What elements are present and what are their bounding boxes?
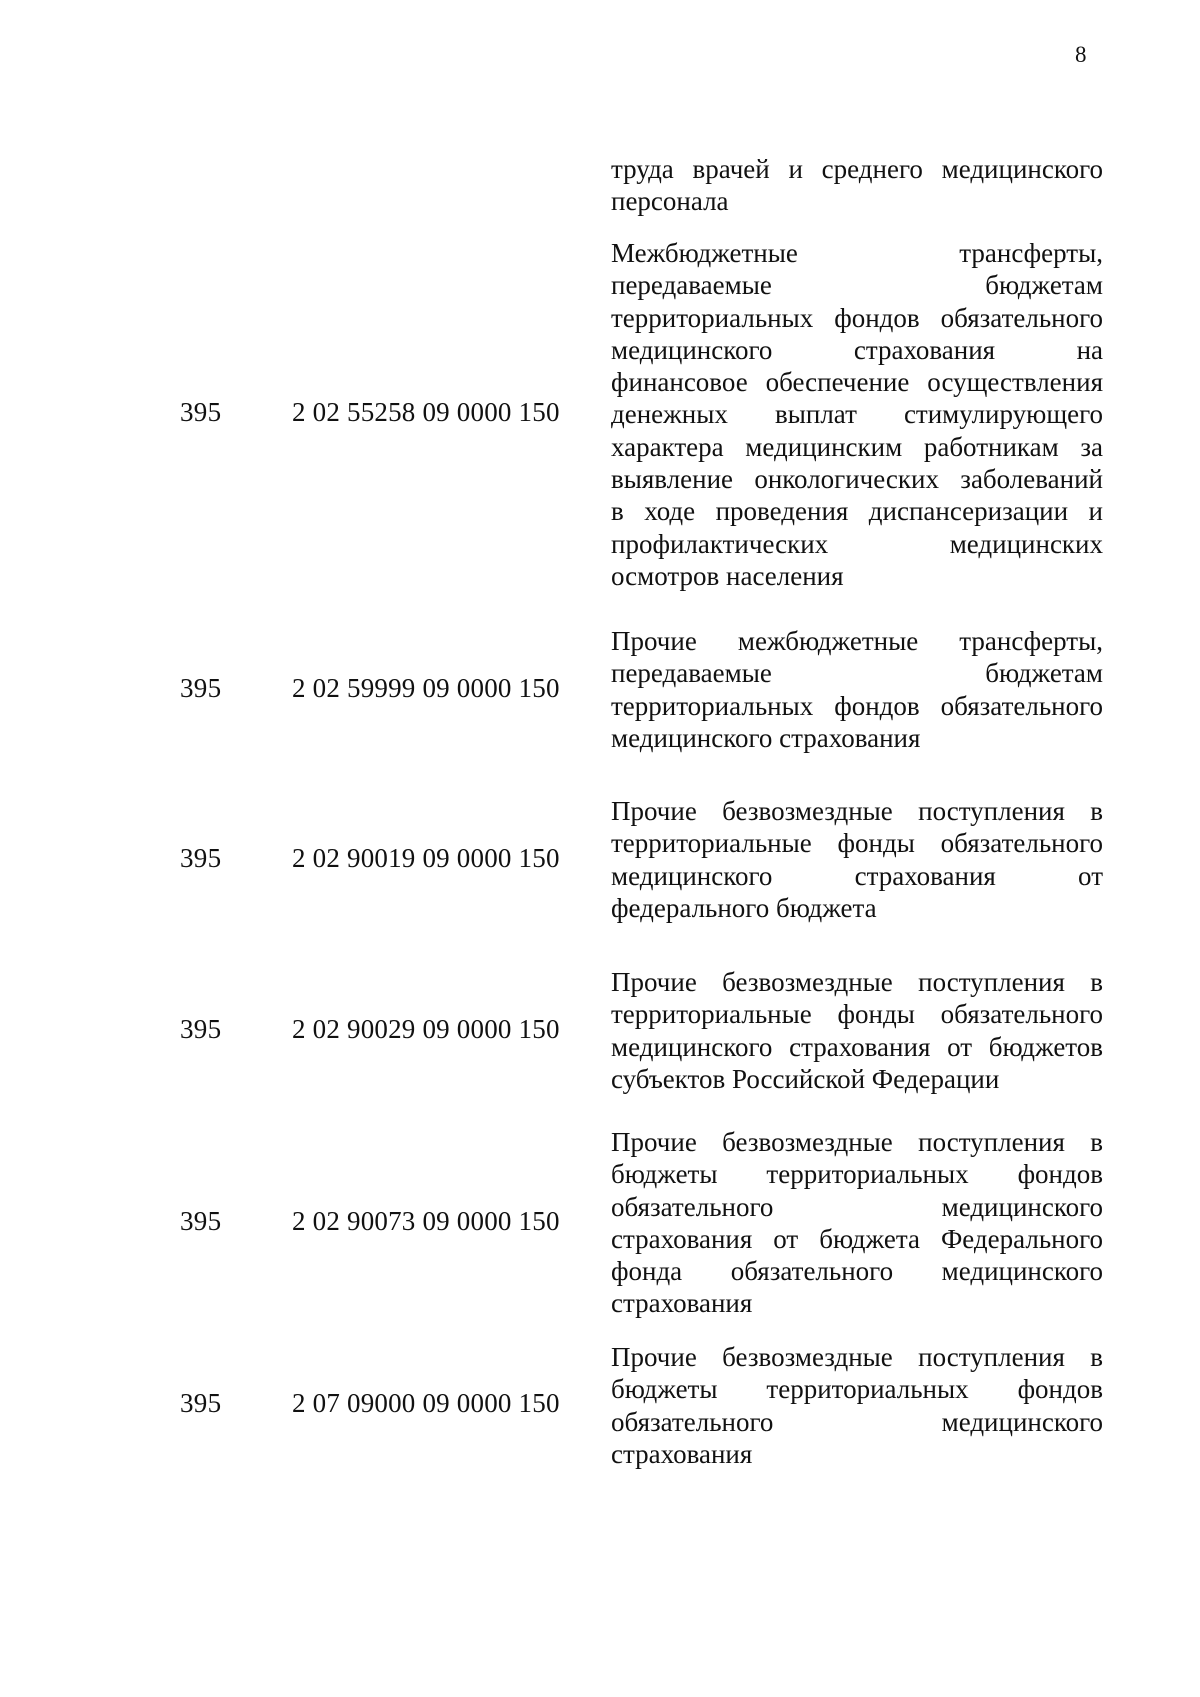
description-line: страхования — [611, 1288, 753, 1319]
description-line: Прочие безвозмездные поступления в — [611, 1127, 1103, 1157]
description-line: федерального бюджета — [611, 892, 877, 923]
budget-code: 2 02 55258 09 0000 150 — [292, 397, 560, 427]
row-description — [611, 1341, 1103, 1470]
description-line: Прочие безвозмездные поступления в — [611, 1342, 1103, 1372]
row-description — [611, 153, 1103, 218]
description-line: фонда обязательного медицинского — [611, 1256, 1103, 1287]
description-line: передаваемые бюджетам — [611, 658, 1103, 689]
description-line: медицинского страхования от бюджетов — [611, 1031, 1103, 1062]
admin-code: 395 — [180, 1388, 222, 1418]
description-line: территориальных фондов обязательного — [611, 302, 1103, 333]
description-line: субъектов Российской Федерации — [611, 1063, 1000, 1094]
description-line: Прочие межбюджетные трансферты, — [611, 626, 1103, 656]
description-line: передаваемые бюджетам — [611, 270, 1103, 301]
budget-code: 2 07 09000 09 0000 150 — [292, 1388, 560, 1418]
admin-code: 395 — [180, 1206, 222, 1236]
description-line: обязательного медицинского — [611, 1406, 1103, 1437]
description-line: медицинского страхования — [611, 722, 921, 753]
admin-code: 395 — [180, 397, 222, 427]
description-line: территориальные фонды обязательного — [611, 828, 1103, 859]
description-line: Прочие безвозмездные поступления в — [611, 796, 1103, 826]
description-line: бюджеты территориальных фондов — [611, 1159, 1103, 1190]
description-line: характера медицинским работникам за — [611, 431, 1103, 462]
description-line: в ходе проведения диспансеризации и — [611, 496, 1103, 527]
description-line: медицинского страхования от — [611, 860, 1103, 891]
admin-code: 395 — [180, 673, 222, 703]
admin-code: 395 — [180, 1014, 222, 1044]
budget-code: 2 02 59999 09 0000 150 — [292, 673, 560, 703]
budget-code: 2 02 90073 09 0000 150 — [292, 1206, 560, 1236]
description-line: труда врачей и среднего медицинского — [611, 154, 1103, 184]
description-line: бюджеты территориальных фондов — [611, 1374, 1103, 1405]
description-line: медицинского страхования на — [611, 334, 1103, 365]
row-description — [611, 237, 1103, 592]
description-line: персонала — [611, 186, 729, 217]
description-line: обязательного медицинского — [611, 1191, 1103, 1222]
admin-code: 395 — [180, 843, 222, 873]
budget-code: 2 02 90019 09 0000 150 — [292, 843, 560, 873]
description-line: выявление онкологических заболеваний — [611, 464, 1103, 495]
row-description — [611, 795, 1103, 924]
description-line: осмотров населения — [611, 560, 844, 591]
row-description — [611, 1126, 1103, 1320]
description-line: территориальных фондов обязательного — [611, 690, 1103, 721]
description-line: Прочие безвозмездные поступления в — [611, 967, 1103, 997]
budget-code: 2 02 90029 09 0000 150 — [292, 1014, 560, 1044]
description-line: профилактических медицинских — [611, 528, 1103, 559]
description-line: страхования от бюджета Федерального — [611, 1223, 1103, 1254]
description-line: страхования — [611, 1438, 753, 1469]
row-description — [611, 966, 1103, 1095]
description-line: денежных выплат стимулирующего — [611, 399, 1103, 430]
description-line: Межбюджетные трансферты, — [611, 238, 1103, 268]
description-line: территориальные фонды обязательного — [611, 999, 1103, 1030]
description-line: финансовое обеспечение осуществления — [611, 367, 1103, 398]
page-number: 8 — [1075, 42, 1087, 67]
row-description — [611, 625, 1103, 754]
